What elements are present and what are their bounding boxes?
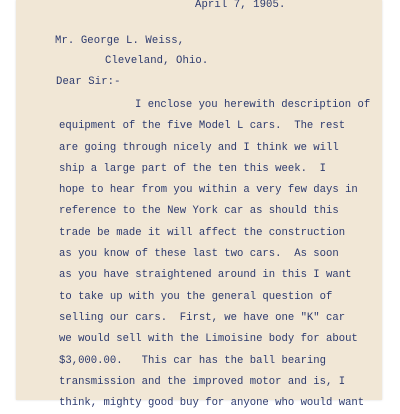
body-line: reference to the New York car as should this	[59, 205, 339, 218]
body-line: are going through nicely and I think we will	[59, 141, 339, 154]
body-line: trade be made it will affect the construction	[59, 226, 346, 239]
salutation: Dear Sir:-	[56, 76, 121, 88]
body-line: as you have straightened around in this I want	[59, 269, 352, 282]
addressee-city: Cleveland, Ohio.	[105, 55, 209, 67]
body-line: transmission and the improved motor and is, I	[59, 375, 346, 388]
letter-date: April 7, 1905.	[195, 0, 286, 11]
body-line: we would sell with the Limoisine body for about	[59, 333, 358, 346]
body-line: hope to hear from you within a very few days in	[59, 184, 358, 197]
body-line: equipment of the five Model L cars. The rest	[59, 120, 346, 133]
body-line: as you know of these last two cars. As soon	[59, 248, 339, 261]
body-line: $3,000.00. This car has the ball bearing	[59, 354, 327, 367]
body-line: selling our cars. First, we have one "K" car	[59, 311, 346, 324]
addressee-name: Mr. George L. Weiss,	[55, 35, 185, 47]
body-line: I enclose you herewith description of	[135, 99, 371, 111]
body-line: to take up with you the general question of	[59, 290, 333, 303]
body-line: think, mighty good buy for anyone who would want	[59, 397, 365, 410]
body-line: ship a large part of the ten this week. I	[59, 162, 327, 175]
letter-page	[16, 0, 382, 410]
letter-body	[59, 95, 379, 414]
